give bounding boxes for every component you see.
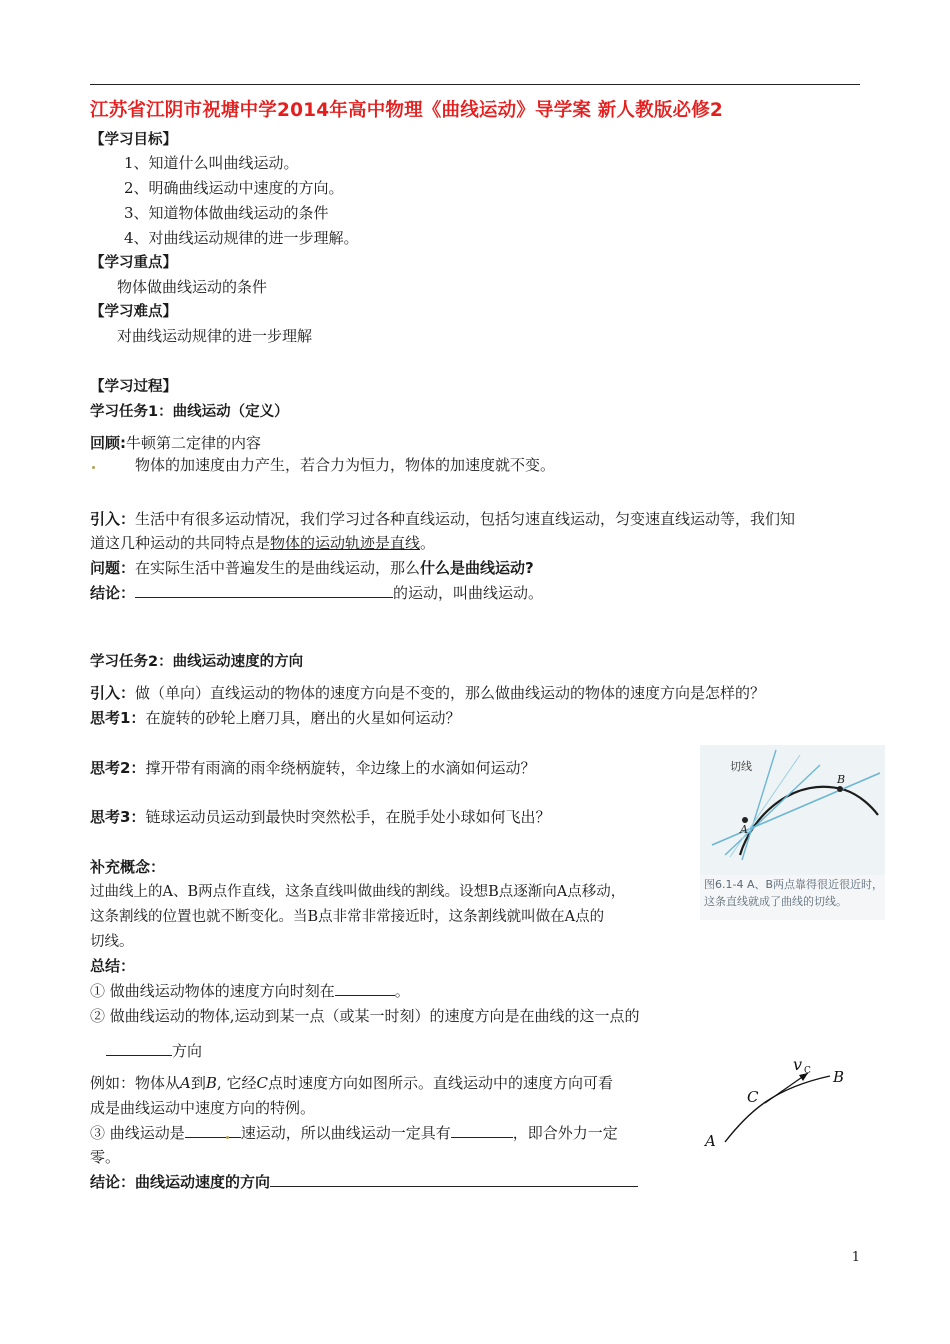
question-bold: 什么是曲线运动? xyxy=(420,559,534,577)
trajectory-curve xyxy=(725,1076,830,1142)
task1-heading: 学习任务1：曲线运动（定义） xyxy=(90,404,289,420)
supplement-label: 补充概念： xyxy=(90,858,166,876)
example-text: 到 xyxy=(190,1074,206,1092)
point-a-label: A xyxy=(705,1132,716,1150)
point-b-label: B xyxy=(837,773,846,786)
intro-underlined: 物体的运动轨迹是直线 xyxy=(270,534,421,552)
intro-text: 生活中有很多运动情况，我们学习过各种直线运动，包括匀速直线运动，匀变速直线运动等，我们知 xyxy=(135,510,796,528)
example-var: A xyxy=(180,1074,191,1092)
summary-1 xyxy=(90,980,410,1001)
task2-intro xyxy=(90,682,765,703)
difficulty-heading: 【学习难点】 xyxy=(90,304,177,320)
task2-heading: 学习任务2：曲线运动速度的方向 xyxy=(90,654,304,670)
tangent-label: 切线 xyxy=(730,760,752,773)
difficulty-text: 对曲线运动规律的进一步理解 xyxy=(117,327,313,345)
think3 xyxy=(90,806,550,827)
summary-3-end: 零。 xyxy=(90,1148,121,1166)
supplement-line: 这条割线的位置也就不断变化。当B点非常非常接近时，这条割线就叫做在A点的 xyxy=(90,909,605,925)
think3-text: 链球运动员运动到最快时突然松手，在脱手处小球如何飞出？ xyxy=(145,808,551,826)
intro-label: 引入： xyxy=(90,684,136,702)
think3-label: 思考3： xyxy=(90,808,146,826)
answer-blank[interactable] xyxy=(270,1172,638,1187)
intro-text: 道这几种运动的共同特点是 xyxy=(90,534,271,552)
answer-blank[interactable] xyxy=(135,583,393,598)
point-b xyxy=(837,786,843,792)
figure-caption: 图6.1-4 A、B两点靠得很近很近时，这条直线就成了曲线的切线。 xyxy=(704,878,884,908)
question-line xyxy=(90,557,534,578)
think1-label: 思考1： xyxy=(90,709,146,727)
document-title: 江苏省江阴市祝塘中学2014年高中物理《曲线运动》导学案 新人教版必修2 xyxy=(90,100,724,121)
stray-dot xyxy=(226,1136,229,1139)
velocity-subscript: C xyxy=(804,1066,811,1076)
review-label: 回顾: xyxy=(90,434,126,452)
think1 xyxy=(90,707,460,728)
summary-label: 总结： xyxy=(90,957,136,975)
answer-blank[interactable] xyxy=(106,1041,172,1056)
intro-line-2 xyxy=(90,532,435,553)
think1-text: 在旋转的砂轮上磨刀具，磨出的火星如何运动？ xyxy=(145,709,461,727)
think2 xyxy=(90,757,535,778)
example-var: B xyxy=(205,1074,217,1092)
conclusion-text: 的运动，叫曲线运动。 xyxy=(393,584,544,602)
final-label: 结论：曲线运动速度的方向 xyxy=(90,1173,271,1191)
conclusion-line xyxy=(90,582,543,603)
velocity-diagram xyxy=(695,1050,865,1160)
intro-line-1 xyxy=(90,508,795,529)
example-line-1 xyxy=(90,1072,613,1093)
review-body: 物体的加速度由力产生，若合力为恒力，物体的加速度就不变。 xyxy=(135,456,556,474)
summary-2-end: 方向 xyxy=(172,1042,203,1060)
goal-item: 4、对曲线运动规律的进一步理解。 xyxy=(124,229,359,247)
answer-blank[interactable] xyxy=(185,1123,241,1138)
point-b-label: B xyxy=(833,1068,845,1086)
summary-2: ② 做曲线运动的物体,运动到某一点（或某一时刻）的速度方向是在曲线的这一点的 xyxy=(90,1007,640,1025)
supplement-line: 过曲线上的A、B两点作直线，这条直线叫做曲线的割线。设想B点逐渐向A点移动， xyxy=(90,884,626,900)
goal-item: 1、知道什么叫曲线运动。 xyxy=(124,154,299,172)
summary-2-cont xyxy=(106,1040,202,1061)
question-label: 问题： xyxy=(90,559,136,577)
summary-1-end: 。 xyxy=(394,982,410,1000)
intro-text: 。 xyxy=(420,534,436,552)
page-number: 1 xyxy=(851,1250,860,1265)
final-conclusion xyxy=(90,1171,638,1192)
question-text: 在实际生活中普遍发生的是曲线运动，那么 xyxy=(135,559,421,577)
answer-blank[interactable] xyxy=(451,1123,513,1138)
goal-item: 3、知道物体做曲线运动的条件 xyxy=(124,204,329,222)
review-line xyxy=(90,432,261,453)
summary-3-text: ，即合外力一定 xyxy=(512,1124,618,1142)
top-rule xyxy=(90,84,860,85)
tangent-diagram xyxy=(700,745,885,875)
summary-3-text: 速运动，所以曲线运动一定具有 xyxy=(240,1124,451,1142)
process-heading: 【学习过程】 xyxy=(90,379,177,395)
velocity-label: v xyxy=(793,1055,803,1074)
example-var: C xyxy=(256,1074,268,1092)
intro-text: 做（单向）直线运动的物体的速度方向是不变的，那么做曲线运动的物体的速度方向是怎样的？ xyxy=(135,684,766,702)
point-a-label: A xyxy=(740,823,748,836)
summary-3-text: ③ 曲线运动是 xyxy=(90,1124,185,1142)
stray-dot xyxy=(92,466,95,469)
example-text: 例如：物体从 xyxy=(90,1074,181,1092)
think2-label: 思考2： xyxy=(90,759,146,777)
key-text: 物体做曲线运动的条件 xyxy=(117,278,268,296)
point-c-label: C xyxy=(747,1088,759,1106)
conclusion-label: 结论： xyxy=(90,584,136,602)
summary-3 xyxy=(90,1122,618,1143)
goals-heading: 【学习目标】 xyxy=(90,132,177,148)
think2-text: 撑开带有雨滴的雨伞绕柄旋转，伞边缘上的水滴如何运动？ xyxy=(145,759,536,777)
supplement-line: 切线。 xyxy=(90,934,134,950)
example-text: 点时速度方向如图所示。直线运动中的速度方向可看 xyxy=(267,1074,613,1092)
intro-label: 引入： xyxy=(90,510,136,528)
example-text: , 它经 xyxy=(216,1074,257,1092)
goal-item: 2、明确曲线运动中速度的方向。 xyxy=(124,179,344,197)
key-heading: 【学习重点】 xyxy=(90,255,177,271)
example-line-2: 成是曲线运动中速度方向的特例。 xyxy=(90,1099,316,1117)
summary-1-text: ① 做曲线运动物体的速度方向时刻在 xyxy=(90,982,335,1000)
review-text: 牛顿第二定律的内容 xyxy=(126,434,262,452)
answer-blank[interactable] xyxy=(335,981,395,996)
